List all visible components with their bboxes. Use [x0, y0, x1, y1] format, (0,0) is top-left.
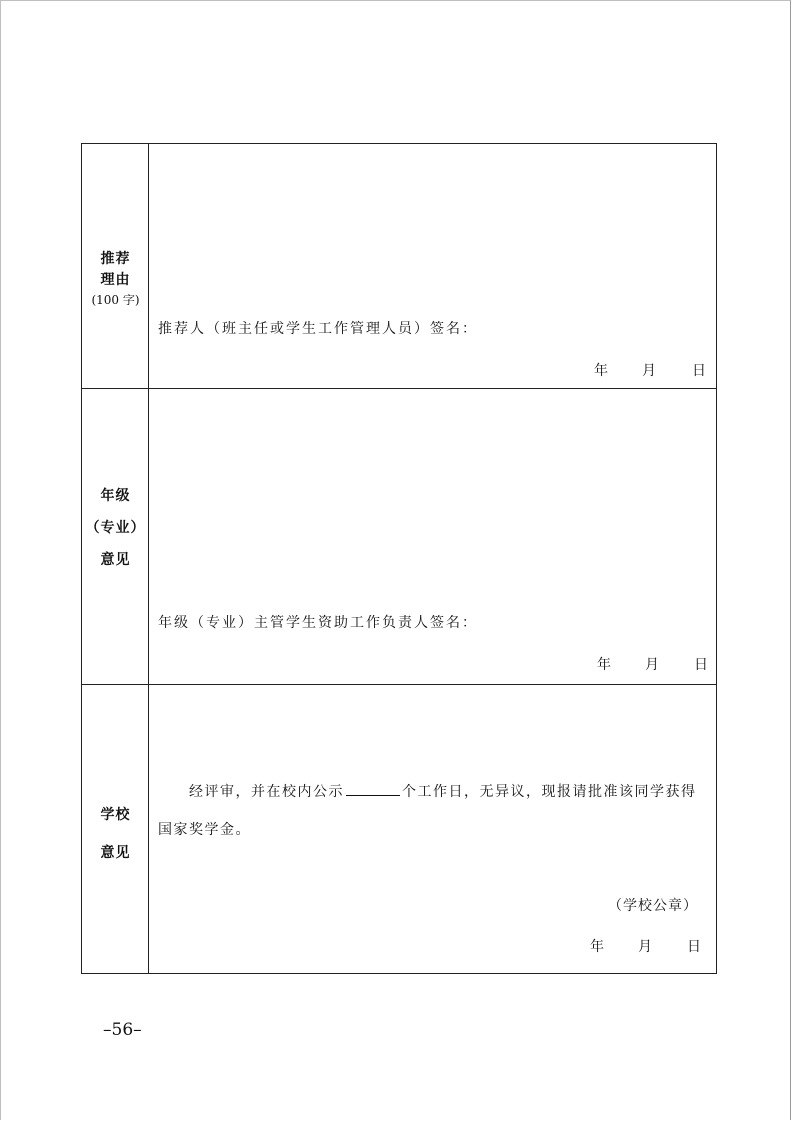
school-opinion-line2: 国家奖学金。 [158, 822, 251, 838]
recommend-row [82, 144, 716, 389]
recommend-label-note: (100 字) [91, 293, 140, 307]
grade-signature-label: 年级（专业）主管学生资助工作负责人签名： [158, 615, 478, 631]
grade-label-line2: （专业） [85, 520, 146, 536]
date-day-label: 日 [692, 363, 706, 379]
date-month-label: 月 [642, 363, 656, 379]
recommend-content-cell[interactable] [149, 144, 716, 388]
page-number: –56– [103, 1020, 142, 1040]
school-label-line2: 意见 [100, 845, 131, 861]
recommend-label-cell [82, 144, 149, 388]
date-year-label: 年 [590, 939, 604, 955]
date-month-label: 月 [645, 657, 659, 673]
school-seal-label: （学校公章） [608, 898, 698, 914]
date-year-label: 年 [594, 363, 608, 379]
school-row [82, 685, 716, 974]
date-day-label: 日 [694, 657, 708, 673]
school-opinion-part1: 经评审，并在校内公示 [189, 784, 344, 800]
school-label-cell [82, 685, 149, 974]
grade-label-cell [82, 389, 149, 684]
date-day-label: 日 [687, 939, 701, 955]
scholarship-form-table [81, 143, 717, 974]
date-year-label: 年 [597, 657, 611, 673]
grade-label-line3: 意见 [100, 552, 131, 568]
school-content-cell[interactable] [149, 685, 716, 974]
school-label-line1: 学校 [100, 807, 131, 823]
recommend-signature-label: 推荐人（班主任或学生工作管理人员）签名： [158, 321, 478, 337]
date-month-label: 月 [638, 939, 652, 955]
school-opinion-line1 [189, 781, 697, 801]
school-opinion-part2: 个工作日，无异议，现报请批准该同学获得 [402, 784, 697, 800]
recommend-label-line1: 推荐 [100, 251, 131, 267]
grade-row [82, 389, 716, 685]
recommend-label-line2: 理由 [100, 272, 131, 288]
publicity-days-blank[interactable] [346, 781, 400, 796]
grade-content-cell[interactable] [149, 389, 716, 684]
grade-label-line1: 年级 [100, 488, 131, 504]
